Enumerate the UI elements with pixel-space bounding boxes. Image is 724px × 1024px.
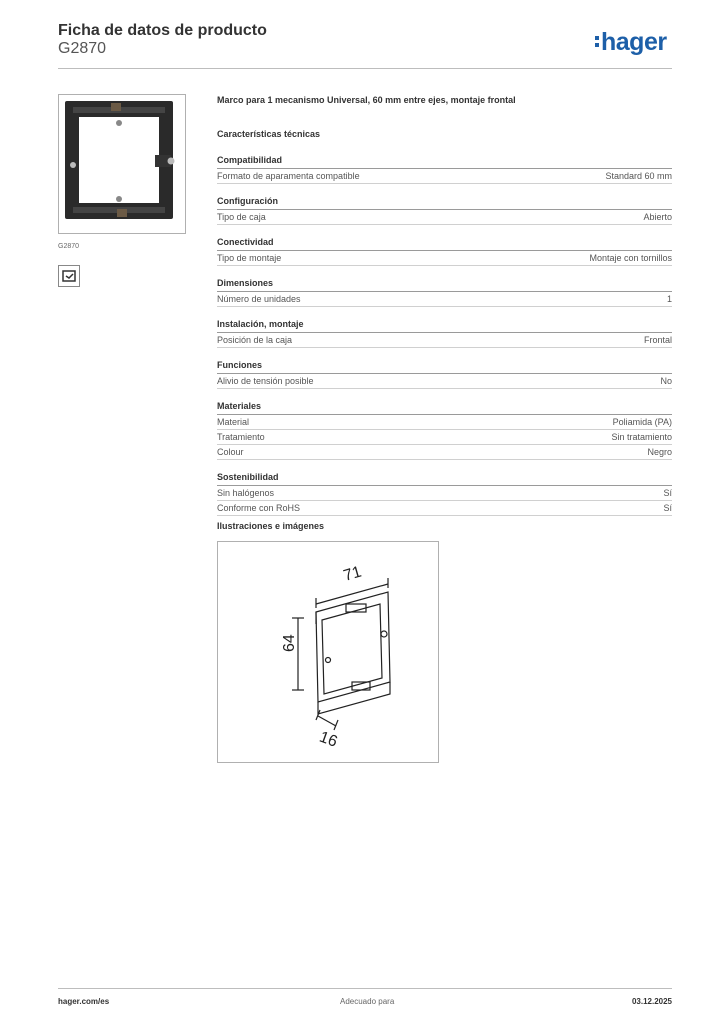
spec-section-title: Compatibilidad [217, 155, 672, 169]
frame-photo-icon [59, 95, 185, 233]
spec-value: Sí [663, 503, 672, 513]
document-download-icon[interactable] [58, 265, 80, 287]
spec-value: Sin tratamiento [611, 432, 672, 442]
spec-label: Tratamiento [217, 432, 265, 442]
spec-row [217, 501, 672, 516]
thumbnail-caption: G2870 [58, 243, 80, 250]
header-divider [58, 68, 672, 69]
spec-section [217, 196, 672, 225]
spec-value: Montaje con tornillos [589, 253, 672, 263]
spec-row [217, 486, 672, 501]
document-download-glyph [59, 266, 79, 286]
spec-row [217, 445, 672, 460]
spec-row [217, 415, 672, 430]
spec-section-title: Funciones [217, 360, 672, 374]
spec-value: Poliamida (PA) [612, 417, 672, 427]
spec-sections [217, 155, 672, 516]
spec-row [217, 292, 672, 307]
technical-heading: Características técnicas [217, 129, 321, 139]
illustrations-heading: Ilustraciones e imágenes [217, 521, 325, 531]
spec-row [217, 251, 672, 266]
dim-width-label: 71 [341, 563, 364, 585]
spec-section-title: Configuración [217, 196, 672, 210]
spec-section [217, 401, 672, 460]
spec-value: Negro [647, 447, 672, 457]
spec-value: Frontal [643, 335, 672, 345]
spec-section-title: Sostenibilidad [217, 472, 672, 486]
footer-website-link[interactable]: hager.com/es [58, 997, 110, 1006]
spec-row [217, 210, 672, 225]
spec-section [217, 237, 672, 266]
spec-section [217, 472, 672, 516]
spec-row [217, 169, 672, 184]
logo-text: hager [601, 28, 667, 56]
spec-label: Material [217, 417, 250, 427]
spec-section-title: Conectividad [217, 237, 672, 251]
spec-section [217, 278, 672, 307]
dimension-drawing-icon [218, 542, 438, 762]
spec-label: Tipo de caja [217, 212, 266, 222]
spec-row [217, 333, 672, 348]
spec-label: Tipo de montaje [217, 253, 282, 263]
spec-value: 1 [666, 294, 672, 304]
footer-suitability: Adecuado para [340, 997, 395, 1006]
spec-section [217, 155, 672, 184]
spec-label: Conforme con RoHS [217, 503, 301, 513]
spec-value: Standard 60 mm [605, 171, 672, 181]
spec-section [217, 319, 672, 348]
footer-date: 03.12.2025 [631, 997, 672, 1006]
spec-label: Alivio de tensión posible [217, 376, 314, 386]
spec-row [217, 430, 672, 445]
logo-dots-icon [595, 33, 599, 50]
spec-section-title: Materiales [217, 401, 672, 415]
spec-row [217, 374, 672, 389]
footer-divider [58, 988, 672, 989]
dim-depth-label: 16 [317, 728, 340, 751]
hager-logo [595, 28, 667, 57]
spec-label: Número de unidades [217, 294, 301, 304]
product-thumbnail [58, 94, 186, 234]
spec-label: Colour [217, 447, 244, 457]
spec-label: Posición de la caja [217, 335, 293, 345]
spec-section-title: Dimensiones [217, 278, 672, 292]
dimension-drawing [217, 541, 439, 763]
dim-height-label: 64 [281, 634, 298, 652]
product-code: G2870 [58, 40, 107, 57]
spec-section [217, 360, 672, 389]
spec-value: No [660, 376, 672, 386]
spec-label: Sin halógenos [217, 488, 275, 498]
product-details [217, 95, 672, 516]
spec-value: Abierto [643, 212, 672, 222]
spec-section-title: Instalación, montaje [217, 319, 672, 333]
spec-label: Formato de aparamenta compatible [217, 171, 360, 181]
product-description: Marco para 1 mecanismo Universal, 60 mm entre ejes, montaje frontal [217, 95, 516, 105]
spec-value: Sí [663, 488, 672, 498]
document-title: Ficha de datos de producto [58, 22, 267, 39]
